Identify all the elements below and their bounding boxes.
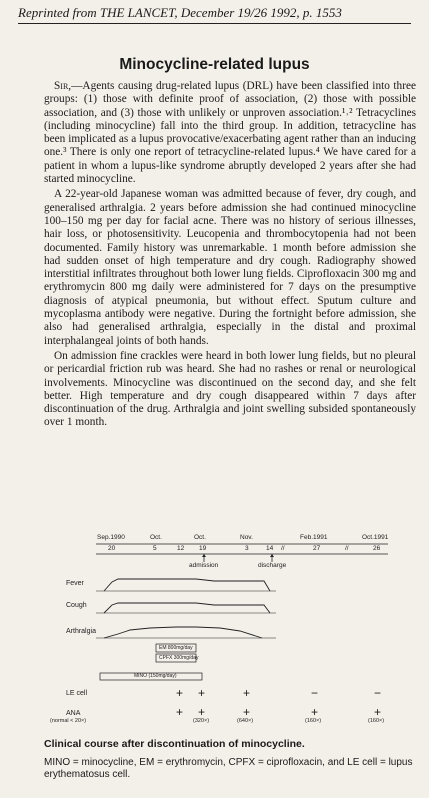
le-cell-result: −	[374, 686, 382, 700]
article-body	[44, 80, 416, 432]
ana-result: +	[311, 705, 319, 719]
month-label: Sep.1990	[97, 534, 125, 541]
ana-titer: (640×)	[237, 718, 254, 724]
discharge-label: discharge	[258, 562, 287, 569]
cough-label: Cough	[66, 602, 87, 609]
le-cell-result: −	[311, 686, 319, 700]
month-label: Oct.	[150, 534, 162, 541]
day-label: 27	[313, 545, 321, 552]
fever-label: Fever	[66, 580, 84, 587]
paragraph-2: A 22-year-old Japanese woman was admitted because of fever, dry cough, and generalised arthralgia. 2 years before admission she had continued minocycline 100–150 mg per day for facial acne. There was no history of serious illnesses, hair loss, or photosensitivity. Leucopenia and thrombocytopenia had not been documented. Family history was unremarkable. 1 month before admission she had sudden onset of high temperature and dry cough. Radiography showed interstitial infiltrates throughout both lower lung fields. Ciprofloxacin 300 mg and erythromycin 800 mg daily were administered for 7 days on the presumptive diagnosis of atypical pneumonia, but without effect. Sputum culture and mycoplasma antibody were negative. During the fortnight before admission, she also had generalised arthralgia, especially in the distal and proximal interphalangeal joints of both hands.	[44, 188, 416, 347]
mino-label: MINO (150mg/day)	[134, 673, 177, 679]
day-label: 26	[373, 545, 381, 552]
salutation: Sir,	[54, 80, 72, 92]
timeline-graphics	[0, 528, 429, 724]
ana-normal-label: (normal < 20×)	[50, 718, 87, 724]
day-label: 19	[199, 545, 207, 552]
axis-break-mark: //	[281, 545, 285, 552]
admission-arrowhead	[202, 554, 206, 557]
arthralgia-label: Arthralgia	[66, 628, 96, 635]
month-label: Feb.1991	[300, 534, 328, 541]
le-cell-result: +	[176, 686, 184, 700]
cpfx-label: CPFX 300mg/day	[159, 655, 199, 661]
le-cell-result: +	[243, 686, 251, 700]
le-cell-label: LE cell	[66, 690, 88, 697]
month-label: Oct.1991	[362, 534, 389, 541]
day-label: 5	[153, 545, 157, 552]
em-label: EM 800mg/day	[159, 645, 193, 651]
ana-label: ANA	[66, 710, 81, 717]
ana-titer: (160×)	[305, 718, 322, 724]
day-label: 14	[266, 545, 274, 552]
fever-curve	[104, 579, 270, 591]
figure-legend: MINO = minocycline, EM = erythromycin, CPFX = ciprofloxacin, and LE cell = lupus erythematosus cell.	[44, 757, 413, 780]
figure-caption: Clinical course after discontinuation of minocycline.	[44, 738, 305, 750]
paragraph-1-text: —Agents causing drug-related lupus (DRL) have been classified into three groups: (1) those with definite proof of association, (2) those with possible association, and (3) those with unlikely or unproven association.¹˒² Tetracyclines (including minocycline) fall into the third group. In addition, tetracycline has been implicated as a lupus provocative/exacerbating agent rather than an inducing one.³ There is only one report of tetracycline-related lupus.⁴ We have cared for a patient in whom a lupus-like syndrome abruptly developed 2 years after she had started minocycline.	[44, 80, 416, 186]
day-label: 20	[108, 545, 116, 552]
arthralgia-curve	[104, 627, 262, 638]
ana-result: +	[176, 705, 184, 719]
paragraph-3: On admission fine crackles were heard in both lower lung fields, but no pleural or pericardial friction rub was heard. She had no rashes or renal or neurological involvements. Minocycline was discontinued on the second day, and she felt better. High temperature and dry cough disappeared within 7 days after discontinuation of the drug. Arthralgia and joint swelling subsided spontaneously over 1 month.	[44, 349, 416, 429]
ana-result: +	[198, 705, 206, 719]
ana-titer: (320×)	[193, 718, 210, 724]
paragraph-1	[44, 80, 416, 186]
journal-header: Reprinted from THE LANCET, December 19/26 1992, p. 1553	[18, 4, 411, 24]
article-title: Minocycline-related lupus	[119, 56, 310, 73]
ana-result: +	[243, 705, 251, 719]
ana-titer: (160×)	[368, 718, 385, 724]
admission-label: admission	[189, 562, 219, 569]
month-label: Oct.	[194, 534, 206, 541]
discharge-arrowhead	[270, 554, 274, 557]
month-label: Nov.	[240, 534, 253, 541]
ana-result: +	[374, 705, 382, 719]
cough-curve	[104, 603, 270, 613]
day-label: 12	[177, 545, 185, 552]
clinical-course-figure	[0, 528, 429, 724]
day-label: 3	[245, 545, 249, 552]
axis-break-mark: //	[345, 545, 349, 552]
le-cell-result: +	[198, 686, 206, 700]
